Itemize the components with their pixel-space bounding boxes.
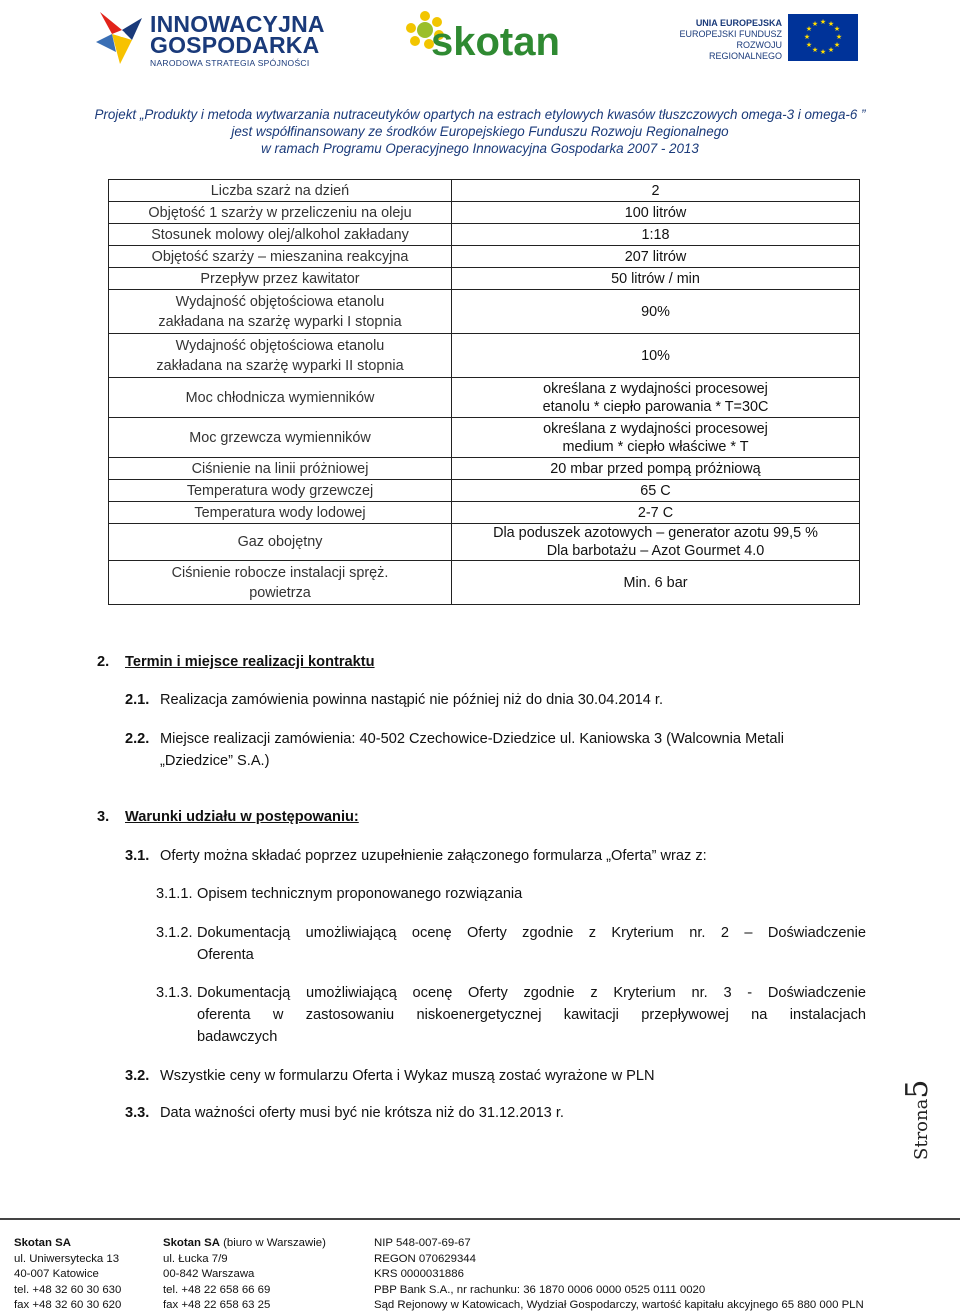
parameter-label: Ciśnienie na linii próżniowej <box>109 458 452 480</box>
svg-text:★: ★ <box>827 20 835 28</box>
svg-text:★: ★ <box>811 46 819 54</box>
parameter-value: 50 litrów / min <box>452 268 860 290</box>
table-row <box>109 334 860 378</box>
parameter-value: 207 litrów <box>452 246 860 268</box>
svg-text:★: ★ <box>803 33 811 41</box>
parameter-label: Moc chłodnicza wymienników <box>109 378 452 418</box>
parameter-value: Min. 6 bar <box>452 561 860 605</box>
table-row <box>109 378 860 418</box>
specification-table <box>108 179 860 605</box>
footer-divider <box>0 1218 960 1220</box>
footer-column-1: Skotan SA ul. Uniwersytecka 13 40-007 Katowice tel. +48 32 60 30 630 fax +48 32 60 30 620 <box>14 1237 122 1312</box>
table-row <box>109 524 860 561</box>
parameter-value: 100 litrów <box>452 202 860 224</box>
parameter-label: Objętość 1 szarży w przeliczeniu na oleju <box>109 202 452 224</box>
parameter-value: 90% <box>452 290 860 334</box>
parameter-label: Temperatura wody grzewczej <box>109 480 452 502</box>
footer-column-2: Skotan SA (biuro w Warszawie) ul. Łucka 7/9 00-842 Warszawa tel. +48 22 658 66 69 fax +48 22 658 63 25 <box>163 1237 326 1312</box>
eu-logo <box>670 14 860 62</box>
table-row <box>109 180 860 202</box>
table-row <box>109 202 860 224</box>
svg-text:★: ★ <box>805 41 813 49</box>
parameter-value: 20 mbar przed pompą próżniową <box>452 458 860 480</box>
eu-logo-text: UNIA EUROPEJSKA EUROPEJSKI FUNDUSZ ROZWOJU REGIONALNEGO <box>679 18 782 61</box>
section-3-1-3: 3.1.3. Dokumentacją umożliwiającą ocenę Oferty zgodnie z Kryterium nr. 3 - Doświadczenie oferenta w zastosowaniu niskoenergetycznej kawitacji przepływowej na instalacjach badawczych <box>156 985 866 1045</box>
parameter-label: Wydajność objętościowa etanolu zakładana na szarżę wyparki I stopnia <box>109 290 452 334</box>
section-2-2: 2.2. Miejsce realizacji zamówienia: 40-502 Czechowice-Dziedzice ul. Kaniowska 3 (Walcownia Metali „Dziedzice” S.A.) <box>125 731 784 769</box>
svg-text:★: ★ <box>819 48 827 56</box>
table-row <box>109 458 860 480</box>
project-line-2: jest współfinansowany ze środków Europejskiego Funduszu Rozwoju Regionalnego <box>231 124 729 139</box>
svg-text:★: ★ <box>833 25 841 33</box>
svg-text:★: ★ <box>819 18 827 26</box>
page-word: Strona <box>911 1098 932 1160</box>
ig-star-icon <box>92 8 148 68</box>
project-heading <box>80 106 880 157</box>
page-number <box>900 1070 935 1160</box>
section-2-heading: 2. Termin i miejsce realizacji kontraktu <box>97 654 375 670</box>
parameter-label: Gaz obojętny <box>109 524 452 561</box>
ig-logo-subtitle: NARODOWA STRATEGIA SPÓJNOŚCI <box>150 58 310 68</box>
parameter-value: 1:18 <box>452 224 860 246</box>
section-3-1-2: 3.1.2. Dokumentacją umożliwiającą ocenę Oferty zgodnie z Kryterium nr. 2 – Doświadczenie Oferenta <box>156 925 866 963</box>
parameter-value: 2-7 C <box>452 502 860 524</box>
project-line-1: Projekt „Produkty i metoda wytwarzania nutraceutyków opartych na estrach etylowych kwasów tłuszczowych omega-3 i omega-6 ” <box>94 107 866 122</box>
svg-text:★: ★ <box>835 33 843 41</box>
section-3-1: 3.1. Oferty można składać poprzez uzupełnienie załączonego formularza „Oferta” wraz z: <box>125 848 707 864</box>
parameter-label: Przepływ przez kawitator <box>109 268 452 290</box>
parameter-value: 65 C <box>452 480 860 502</box>
section-3-2: 3.2. Wszystkie ceny w formularzu Oferta i Wykaz muszą zostać wyrażone w PLN <box>125 1068 655 1084</box>
table-row <box>109 561 860 605</box>
section-3-3: 3.3. Data ważności oferty musi być nie krótsza niż do 31.12.2013 r. <box>125 1105 564 1121</box>
footer-column-3: NIP 548-007-69-67 REGON 070629344 KRS 0000031886 PBP Bank S.A., nr rachunku: 36 1870 0006 0000 0525 0111 0020 Sąd Rejonowy w Katowicach, Wydział Gospodarczy, wartość kapitału akcyjnego 65 880 000 PLN <box>374 1237 864 1312</box>
table-row <box>109 246 860 268</box>
parameter-label: Liczba szarż na dzień <box>109 180 452 202</box>
section-2-1: 2.1. Realizacja zamówienia powinna nastąpić nie później niż do dnia 30.04.2014 r. <box>125 692 663 708</box>
innowacyjna-gospodarka-logo <box>92 8 325 70</box>
project-line-3: w ramach Programu Operacyjnego Innowacyjna Gospodarka 2007 - 2013 <box>261 141 699 156</box>
table-row <box>109 268 860 290</box>
parameter-label: Objętość szarży – mieszanina reakcyjna <box>109 246 452 268</box>
table-row <box>109 480 860 502</box>
skotan-wordmark: skotan <box>431 20 560 64</box>
table-row <box>109 224 860 246</box>
parameter-value: określana z wydajności procesowej medium * ciepło właściwe * T <box>452 418 860 458</box>
svg-text:★: ★ <box>827 46 835 54</box>
parameter-value: 2 <box>452 180 860 202</box>
table-row <box>109 290 860 334</box>
parameter-value: 10% <box>452 334 860 378</box>
parameter-label: Wydajność objętościowa etanolu zakładana na szarżę wyparki II stopnia <box>109 334 452 378</box>
parameter-label: Stosunek molowy olej/alkohol zakładany <box>109 224 452 246</box>
section-3-1-1: 3.1.1. Opisem technicznym proponowanego rozwiązania <box>156 886 523 902</box>
svg-text:★: ★ <box>833 41 841 49</box>
parameter-value: Dla poduszek azotowych – generator azotu 99,5 % Dla barbotażu – Azot Gourmet 4.0 <box>452 524 860 561</box>
table-row <box>109 502 860 524</box>
ig-logo-title: INNOWACYJNA GOSPODARKA <box>150 11 325 58</box>
parameter-value: określana z wydajności procesowej etanolu * ciepło parowania * T=30C <box>452 378 860 418</box>
section-3-heading: 3. Warunki udziału w postępowaniu: <box>97 809 359 825</box>
parameter-label: Temperatura wody lodowej <box>109 502 452 524</box>
parameter-label: Ciśnienie robocze instalacji spręż. powietrza <box>109 561 452 605</box>
parameter-label: Moc grzewcza wymienników <box>109 418 452 458</box>
svg-text:★: ★ <box>805 25 813 33</box>
table-row <box>109 418 860 458</box>
svg-text:★: ★ <box>811 20 819 28</box>
eu-flag-icon <box>788 14 858 61</box>
skotan-logo <box>405 10 565 68</box>
page-number-value: 5 <box>900 1079 935 1099</box>
